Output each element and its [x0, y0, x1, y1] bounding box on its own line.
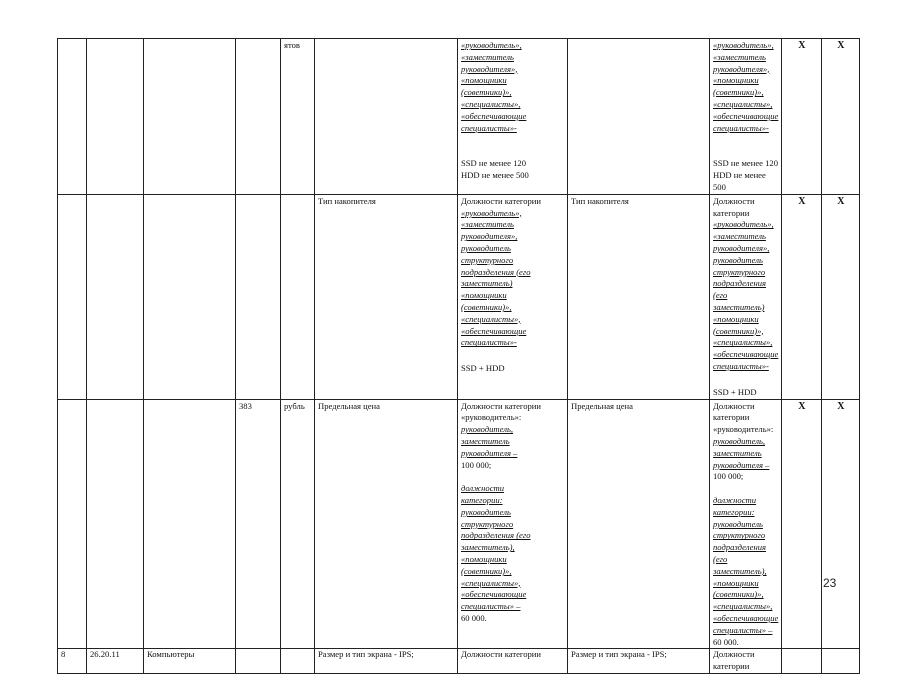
underlined-text-line: (советники)»,: [713, 589, 764, 600]
underlined-text-line: (советники)»,: [713, 325, 764, 336]
underlined-text-line: «обеспечивающие: [461, 325, 527, 336]
underlined-text-line: специалисты»-: [713, 360, 769, 371]
table-row: [58, 39, 860, 195]
text-line: Должности категории: [461, 195, 542, 206]
underlined-text-line: «заместитель: [461, 51, 514, 62]
spacer: [461, 134, 564, 158]
cell-okpd: [87, 399, 144, 649]
cell-unit-code: [236, 194, 281, 399]
underlined-text-line: категории:: [461, 495, 503, 506]
text-line: SSD не менее 120: [713, 158, 778, 169]
cell-unit-code: 383: [236, 399, 281, 649]
underlined-text-line: «помощники: [461, 554, 507, 565]
underlined-text-line: «руководитель»,: [461, 207, 522, 218]
underlined-text-line: «руководитель»,: [461, 40, 522, 50]
cell-okpd: 26.20.11: [87, 649, 144, 674]
cell-mark: X: [782, 194, 822, 399]
cell-mark: [782, 649, 822, 674]
cell-unit-name: [281, 649, 315, 674]
cell-characteristic: [568, 39, 710, 195]
table-row: [58, 649, 860, 674]
cell-name: [144, 39, 236, 195]
underlined-text-line: структурного: [713, 266, 766, 277]
cell-characteristic: [315, 39, 458, 195]
underlined-text-line: «обеспечивающие: [461, 110, 527, 121]
text-line: HDD не менее 500: [461, 170, 529, 181]
underlined-text-line: должности: [713, 495, 757, 506]
underlined-text-line: «заместитель: [461, 219, 514, 230]
spacer: [461, 349, 564, 363]
cell-num: 8: [58, 649, 87, 674]
underlined-text-line: «помощники: [713, 313, 759, 324]
cell-name: Компьютеры: [144, 649, 236, 674]
cell-characteristic: Предельная цена: [568, 399, 710, 649]
text-line: Должности категории: [713, 400, 755, 423]
underlined-text-line: «обеспечивающие: [713, 613, 779, 624]
underlined-text-line: структурного: [713, 530, 766, 541]
underlined-text-line: «специалисты»,: [713, 337, 773, 348]
cell-characteristic: Тип накопителя: [315, 194, 458, 399]
cell-characteristic: Размер и тип экрана - IPS;: [568, 649, 710, 674]
underlined-text-line: «заместитель: [713, 51, 766, 62]
spacer: [713, 134, 778, 158]
underlined-text-line: «специалисты»,: [461, 577, 521, 588]
cell-characteristic: Размер и тип экрана - IPS;: [315, 649, 458, 674]
cell-value: [710, 399, 782, 649]
cell-mark: X: [782, 399, 822, 649]
underlined-text-line: специалисты»-: [713, 122, 769, 133]
underlined-text-line: (советники)»,: [461, 301, 512, 312]
cell-value: [710, 194, 782, 399]
underlined-text-line: руководителя –: [461, 447, 518, 458]
underlined-text-line: (советники)»,: [461, 565, 512, 576]
underlined-text-line: подразделения (его: [461, 530, 531, 541]
underlined-text-line: «помощники: [461, 75, 507, 86]
underlined-text-line: «специалисты»,: [713, 601, 773, 612]
cell-value: [458, 194, 568, 399]
cell-name: [144, 194, 236, 399]
underlined-text-line: «помощники: [713, 75, 759, 86]
underlined-text-line: руководителя»,: [461, 63, 518, 74]
table-row: [58, 399, 860, 649]
underlined-text-line: подразделения (его: [713, 278, 767, 301]
cell-mark: X: [822, 194, 860, 399]
cell-mark: X: [822, 39, 860, 195]
cell-value: [458, 39, 568, 195]
underlined-text-line: руководителя»,: [713, 63, 770, 74]
underlined-text-line: структурного: [461, 254, 514, 265]
underlined-text-line: руководителя»,: [461, 231, 518, 242]
text-line: Должности категории: [713, 195, 755, 218]
underlined-text-line: «руководитель»,: [713, 219, 774, 230]
cell-value: [458, 399, 568, 649]
cell-mark: X: [782, 39, 822, 195]
spacer: [461, 471, 564, 483]
text-line: SSD + HDD: [713, 386, 757, 397]
underlined-text-line: «специалисты»,: [461, 98, 521, 109]
underlined-text-line: руководитель,: [461, 424, 514, 435]
underlined-text-line: руководитель: [461, 506, 511, 517]
underlined-text-line: специалисты»-: [461, 337, 517, 348]
cell-unit-name: [281, 194, 315, 399]
text-line: HDD не менее 500: [713, 170, 766, 192]
underlined-text-line: руководителя»,: [713, 242, 770, 253]
underlined-text-line: «заместитель: [713, 231, 766, 242]
cell-unit-code: [236, 39, 281, 195]
text-line: «руководитель»:: [713, 424, 774, 435]
cell-okpd: [87, 194, 144, 399]
underlined-text-line: структурного: [461, 518, 514, 529]
underlined-text-line: «обеспечивающие: [713, 110, 779, 121]
cell-value: Должности категории: [710, 649, 782, 674]
requirements-table: [57, 38, 860, 674]
underlined-text-line: руководитель,: [713, 435, 766, 446]
cell-unit-code: [236, 649, 281, 674]
cell-unit-name: рубль: [281, 399, 315, 649]
underlined-text-line: (советники)»,: [461, 87, 512, 98]
underlined-text-line: руководителя –: [713, 459, 770, 470]
underlined-text-line: «руководитель»,: [713, 40, 774, 50]
cell-characteristic: Тип накопителя: [568, 194, 710, 399]
cell-characteristic: Предельная цена: [315, 399, 458, 649]
spacer: [713, 483, 778, 495]
cell-value: [710, 39, 782, 195]
text-line: 100 000;: [461, 459, 492, 470]
underlined-text-line: заместитель),: [461, 542, 515, 553]
underlined-text-line: заместитель),: [713, 565, 767, 576]
underlined-text-line: «специалисты»,: [713, 98, 773, 109]
cell-mark: X: [822, 399, 860, 649]
cell-num: [58, 194, 87, 399]
underlined-text-line: руководитель: [713, 254, 763, 265]
text-line: 60 000.: [461, 613, 487, 624]
underlined-text-line: «помощники: [713, 577, 759, 588]
underlined-text-line: «специалисты»,: [461, 313, 521, 324]
underlined-text-line: специалисты» –: [461, 601, 521, 612]
table-row: [58, 194, 860, 399]
cell-num: [58, 39, 87, 195]
text-line: Должности категории: [461, 400, 542, 411]
underlined-text-line: подразделения (его: [713, 542, 767, 565]
text-line: SSD не менее 120: [461, 158, 526, 169]
underlined-text-line: категории:: [713, 506, 755, 517]
underlined-text-line: руководитель: [461, 242, 511, 253]
underlined-text-line: заместитель: [461, 435, 510, 446]
underlined-text-line: специалисты» –: [713, 624, 773, 635]
underlined-text-line: «обеспечивающие: [461, 589, 527, 600]
underlined-text-line: «обеспечивающие: [713, 349, 779, 360]
cell-okpd: [87, 39, 144, 195]
underlined-text-line: заместитель: [713, 447, 762, 458]
underlined-text-line: «помощники: [461, 290, 507, 301]
cell-value: Должности категории: [458, 649, 568, 674]
underlined-text-line: подразделения (его: [461, 266, 531, 277]
text-line: SSD + HDD: [461, 363, 505, 374]
underlined-text-line: специалисты»-: [461, 122, 517, 133]
text-line: 100 000;: [713, 471, 744, 482]
underlined-text-line: (советники)»,: [713, 87, 764, 98]
cell-mark: [822, 649, 860, 674]
text-line: 60 000.: [713, 636, 739, 647]
underlined-text-line: заместитель): [461, 278, 513, 289]
underlined-text-line: руководитель: [713, 518, 763, 529]
underlined-text-line: должности: [461, 483, 505, 494]
cell-unit-name: ятов: [281, 39, 315, 195]
cell-num: [58, 399, 87, 649]
underlined-text-line: заместитель): [713, 301, 765, 312]
cell-name: [144, 399, 236, 649]
spacer: [713, 373, 778, 387]
page-number: 23: [823, 576, 837, 590]
text-line: «руководитель»:: [461, 412, 522, 423]
